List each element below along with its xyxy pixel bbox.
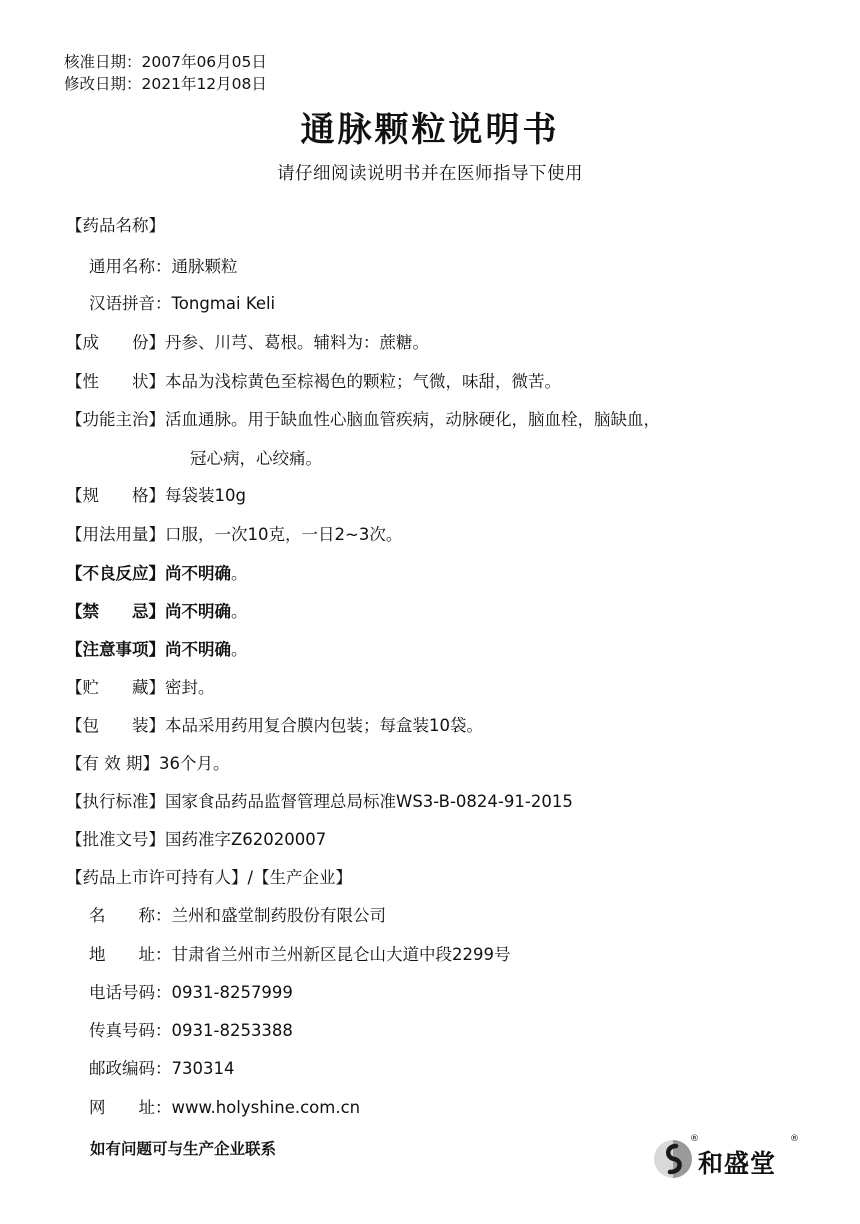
item-value: 尚不明确 [165,564,231,583]
logo-text: 和盛堂 [698,1149,777,1178]
item-label: 【不良反应】 [66,564,165,583]
indications-continuation: 冠心病，心绞痛。 [190,449,322,468]
contact-note: 如有问题可与生产企业联系 [90,1140,277,1158]
storage-row [66,677,215,699]
item-label: 【规 格】 [66,486,165,505]
company-postcode: 邮政编码：730314 [89,1059,235,1078]
item-value: 国药准字Z62020007 [165,830,327,849]
item-value: 36个月。 [159,754,230,773]
item-end: 。 [231,602,248,621]
item-label: 【包 装】 [66,716,165,735]
item-label: 【功能主治】 [66,410,165,429]
item-value: 国家食品药品监督管理总局标准WS3-B-0824-91-2015 [165,792,573,811]
company-website[interactable]: 网 址：www.holyshine.com.cn [89,1098,361,1117]
generic-name-row [89,256,238,278]
company-phone: 电话号码：0931-8257999 [89,983,293,1002]
generic-name-label: 通用名称： [89,257,172,276]
item-label: 【用法用量】 [66,525,165,544]
item-value: 每袋装10g [165,486,246,505]
logo-reg-mark: ® [790,1134,799,1144]
item-value: 尚不明确 [165,602,231,621]
item-value: 本品采用药用复合膜内包装；每盒装10袋。 [165,716,483,735]
pinyin-row [89,293,275,315]
drug-name-heading: 【药品名称】 [66,216,165,235]
item-label: 【贮 藏】 [66,678,165,697]
expiry-row [66,753,230,775]
description-row [66,371,561,393]
company-fax: 传真号码：0931-8253388 [89,1021,293,1040]
approval-number-row [66,829,326,851]
specification-row [66,485,246,507]
document-title: 通脉颗粒说明书 [300,110,560,150]
packaging-row [66,715,483,737]
ingredients-row [66,332,429,354]
pinyin-value: Tongmai Keli [171,294,276,313]
item-end: 。 [231,564,248,583]
standard-row [66,791,573,813]
indications-row [66,409,660,431]
item-end: 。 [231,640,248,659]
company-name: 名 称：兰州和盛堂制药股份有限公司 [89,906,386,925]
company-address: 地 址：甘肃省兰州市兰州新区昆仑山大道中段2299号 [89,945,511,964]
document-subtitle: 请仔细阅读说明书并在医师指导下使用 [277,164,583,184]
item-value: 丹参、川芎、葛根。辅料为：蔗糖。 [165,333,429,352]
company-logo [650,1134,800,1184]
item-label: 【注意事项】 [66,640,165,659]
item-label: 【性 状】 [66,372,165,391]
item-value: 密封。 [165,678,215,697]
item-label: 【成 份】 [66,333,165,352]
revision-date: 修改日期：2021年12月08日 [64,75,267,93]
adverse-reactions-row [66,563,248,585]
generic-name-value: 通脉颗粒 [171,257,238,276]
logo-emblem-icon [652,1138,694,1180]
logo-emblem-reg-mark: ® [690,1134,699,1144]
item-label: 【有 效 期】 [66,754,159,773]
item-value: 尚不明确 [165,640,231,659]
pinyin-label: 汉语拼音： [89,294,172,313]
item-value: 活血通脉。用于缺血性心脑血管疾病，动脉硬化，脑血栓，脑缺血， [165,410,660,429]
item-value: 口服，一次10克，一日2~3次。 [165,525,403,544]
dosage-row [66,524,402,546]
item-label: 【批准文号】 [66,830,165,849]
item-label: 【禁 忌】 [66,602,165,621]
item-value: 本品为浅棕黄色至棕褐色的颗粒；气微，味甜，微苦。 [165,372,561,391]
approval-date: 核准日期：2007年06月05日 [64,53,267,71]
holder-heading: 【药品上市许可持有人】/【生产企业】 [66,868,353,887]
item-label: 【执行标准】 [66,792,165,811]
contraindications-row [66,601,248,623]
precautions-row [66,639,248,661]
